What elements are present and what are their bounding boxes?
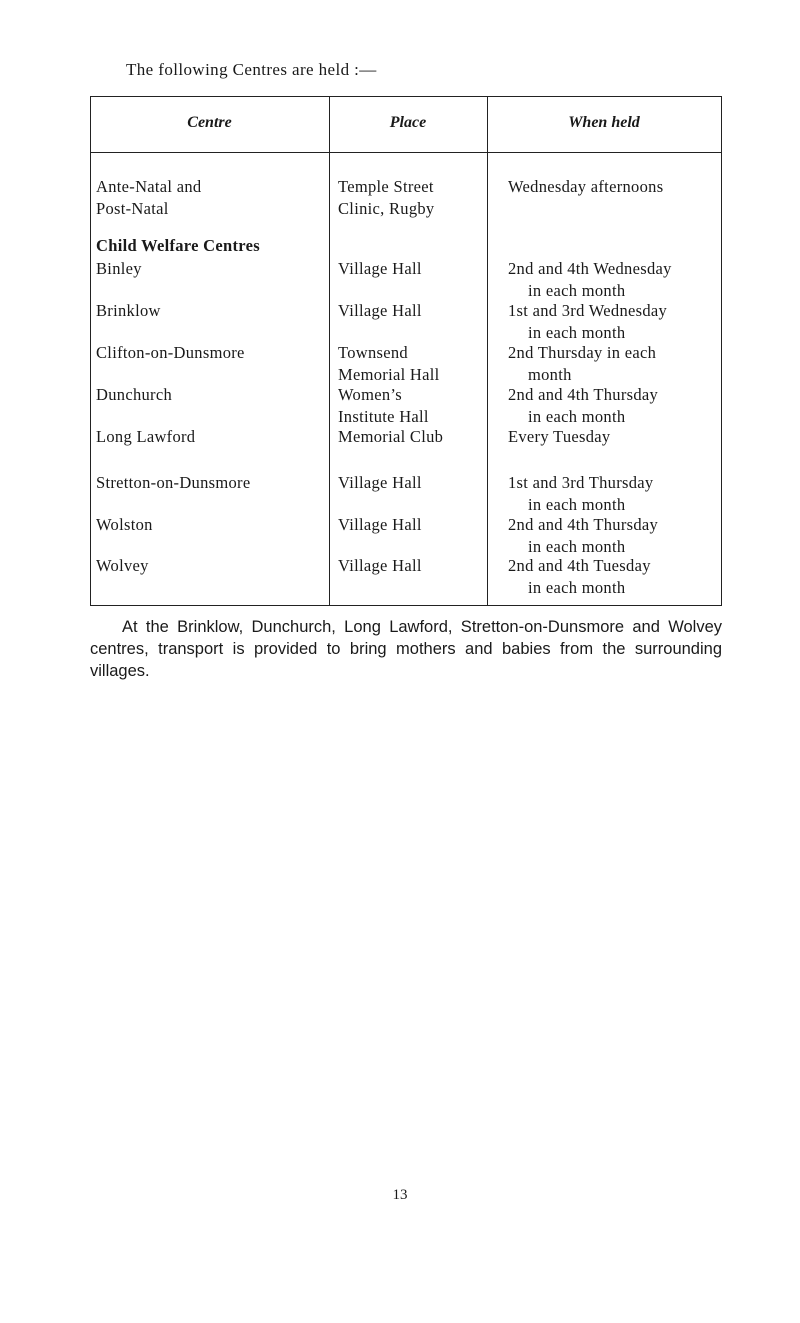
table-row-dunchurch-when: 2nd and 4th Thursday in each month: [508, 385, 659, 426]
table-row-wolvey-when: 2nd and 4th Tuesday in each month: [508, 556, 651, 597]
table-row-antenatal-when: Wednesday afternoons: [508, 177, 664, 196]
table-row-antenatal-centre: Ante-Natal and Post-Natal: [96, 177, 202, 218]
table-left-rule: [90, 96, 91, 606]
table-row-brinklow-centre: Brinklow: [96, 301, 161, 320]
table-row-dunchurch-place: Women’s Institute Hall: [338, 385, 429, 426]
table-top-rule: [90, 96, 722, 97]
table-row-wolston-centre: Wolston: [96, 515, 153, 534]
table-row-binley-place: Village Hall: [338, 259, 422, 278]
table-row-wolston-when: 2nd and 4th Thursday in each month: [508, 515, 659, 556]
table-row-brinklow-when: 1st and 3rd Wednesday in each month: [508, 301, 668, 342]
header-when-held: When held: [568, 114, 640, 131]
table-row-wolvey-place: Village Hall: [338, 556, 422, 575]
table-row-long-lawford-centre: Long Lawford: [96, 427, 196, 446]
table-right-rule: [721, 96, 722, 606]
page-number: 13: [392, 1187, 408, 1203]
table-row-dunchurch-centre: Dunchurch: [96, 385, 173, 404]
table-row-binley-centre: Binley: [96, 259, 142, 278]
table-row-stretton-place: Village Hall: [338, 473, 422, 492]
table-row-clifton-centre: Clifton-on-Dunsmore: [96, 343, 245, 362]
table-row-clifton-place: Townsend Memorial Hall: [338, 343, 440, 384]
table-row-wolvey-centre: Wolvey: [96, 556, 149, 575]
table-row-long-lawford-place: Memorial Club: [338, 427, 444, 446]
table-row-binley-when: 2nd and 4th Wednesday in each month: [508, 259, 672, 300]
column-rule-2: [487, 96, 488, 606]
table-row-wolston-place: Village Hall: [338, 515, 422, 534]
table-row-stretton-when: 1st and 3rd Thursday in each month: [508, 473, 654, 514]
table-bottom-rule: [90, 605, 722, 606]
header-centre: Centre: [187, 114, 232, 131]
header-rule: [90, 152, 722, 153]
column-rule-1: [329, 96, 330, 606]
child-welfare-subheading: Child Welfare Centres: [96, 236, 260, 255]
header-place: Place: [389, 114, 427, 131]
table-row-antenatal-place: Temple Street Clinic, Rugby: [338, 177, 435, 218]
table-row-clifton-when: 2nd Thursday in each month: [508, 343, 657, 384]
intro-text: The following Centres are held :—: [126, 60, 377, 79]
table-row-brinklow-place: Village Hall: [338, 301, 422, 320]
table-row-stretton-centre: Stretton-on-Dunsmore: [96, 473, 251, 492]
centres-table: [90, 96, 722, 606]
table-row-long-lawford-when: Every Tuesday: [508, 427, 611, 446]
transport-note: At the Brinklow, Dunchurch, Long Lawford, Stretton-on-Dunsmore and Wolvey centres, transport is provided to bring mothers and babies from the surrounding villages.: [90, 618, 722, 680]
